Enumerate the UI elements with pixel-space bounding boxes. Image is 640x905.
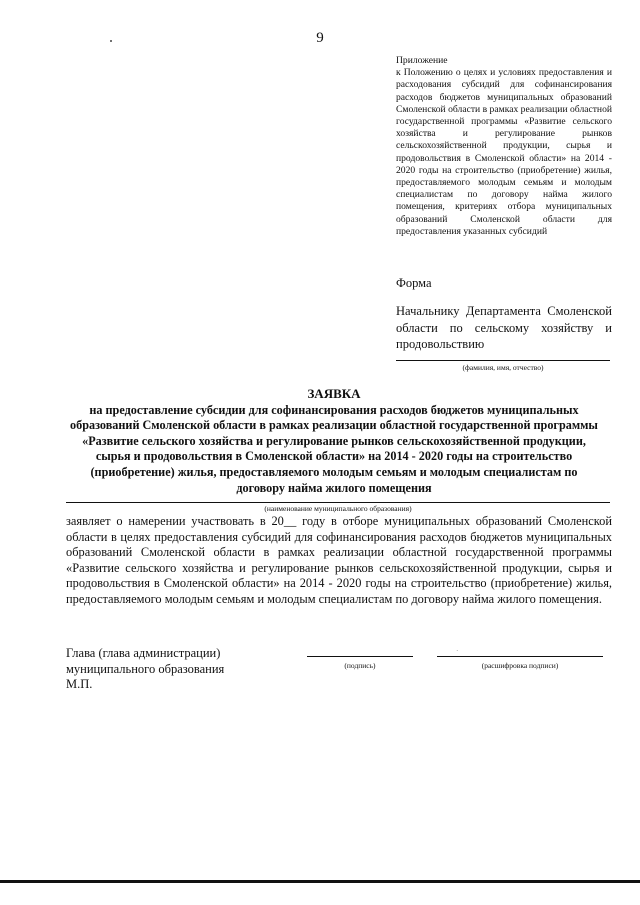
appendix-title: Приложение <box>396 55 448 66</box>
form-label: Форма <box>396 276 432 290</box>
scan-mark: ˙ <box>456 649 459 657</box>
municipality-name-line <box>66 502 610 503</box>
addressee-text: Начальнику Департамента Смоленской области по сельскому хозяйству и продовольствию <box>396 304 612 351</box>
addressee-caption: (фамилия, имя, отчество) <box>462 363 544 372</box>
signature-decoding-caption: (расшифровка подписи) <box>481 661 559 670</box>
signature-caption: (подпись) <box>344 661 376 670</box>
declaration-paragraph: заявляет о намерении участвовать в 20__ году в отборе муниципальных образований Смоленской области в целях предоставления субсидий для софинансирования расходов бюджетов муниципальных образований Смоленской области в рамках реализации областной государственной программы «Развитие сельского хозяйства и регулирование рынков сельскохозяйственной продукции, сырья и продовольствия в Смоленской области» на 2014 - 2020 годы на строительство (приобретение) жилья, предоставляемого молодым семьям и молодым специалистам по договору найма жилого помещения. <box>66 514 612 606</box>
appendix-note <box>396 55 612 238</box>
head-title-block <box>66 646 224 693</box>
page-bottom-border <box>0 880 640 883</box>
signature-decoding-line <box>437 656 603 657</box>
signature-line <box>307 656 413 657</box>
page-number: 9 <box>316 30 324 46</box>
application-heading <box>70 386 598 496</box>
application-subtitle: на предоставление субсидии для софинансирования расходов бюджетов муниципальных образований Смоленской области в рамках реализации областной государственной программы «Развитие сельского хозяйства и регулирование рынков сельскохозяйственной продукции, сырья и продовольствия в Смоленской области» на 2014 - 2020 годы на строительство (приобретение) жилья, предоставляемого молодым семьям и молодым специалистам по договору найма жилого помещения <box>70 402 598 495</box>
stamp-label: М.П. <box>66 677 93 692</box>
addressee-name-line <box>396 360 610 361</box>
head-title-line2: муниципального образования <box>66 661 225 676</box>
appendix-body: к Положению о целях и условиях предоставления и расходования субсидий для софинансирования расходов бюджетов муниципальных образований Смоленской области в рамках реализации областной государственной программы «Развитие сельского хозяйства и регулирование рынков сельскохозяйственной продукции, сырья и продовольствия в Смоленской области» на 2014 - 2020 годы на строительство (приобретение) жилья, предоставляемого молодым семьям и молодым специалистам по договору найма жилого помещения, критериях отбора муниципальных образований Смоленской области для предоставления указанных субсидий <box>396 67 612 237</box>
scan-speck <box>110 40 112 42</box>
head-title-line1: Глава (глава администрации) <box>66 646 221 660</box>
application-title: ЗАЯВКА <box>307 386 361 401</box>
municipality-caption: (наименование муниципального образования) <box>264 504 412 513</box>
